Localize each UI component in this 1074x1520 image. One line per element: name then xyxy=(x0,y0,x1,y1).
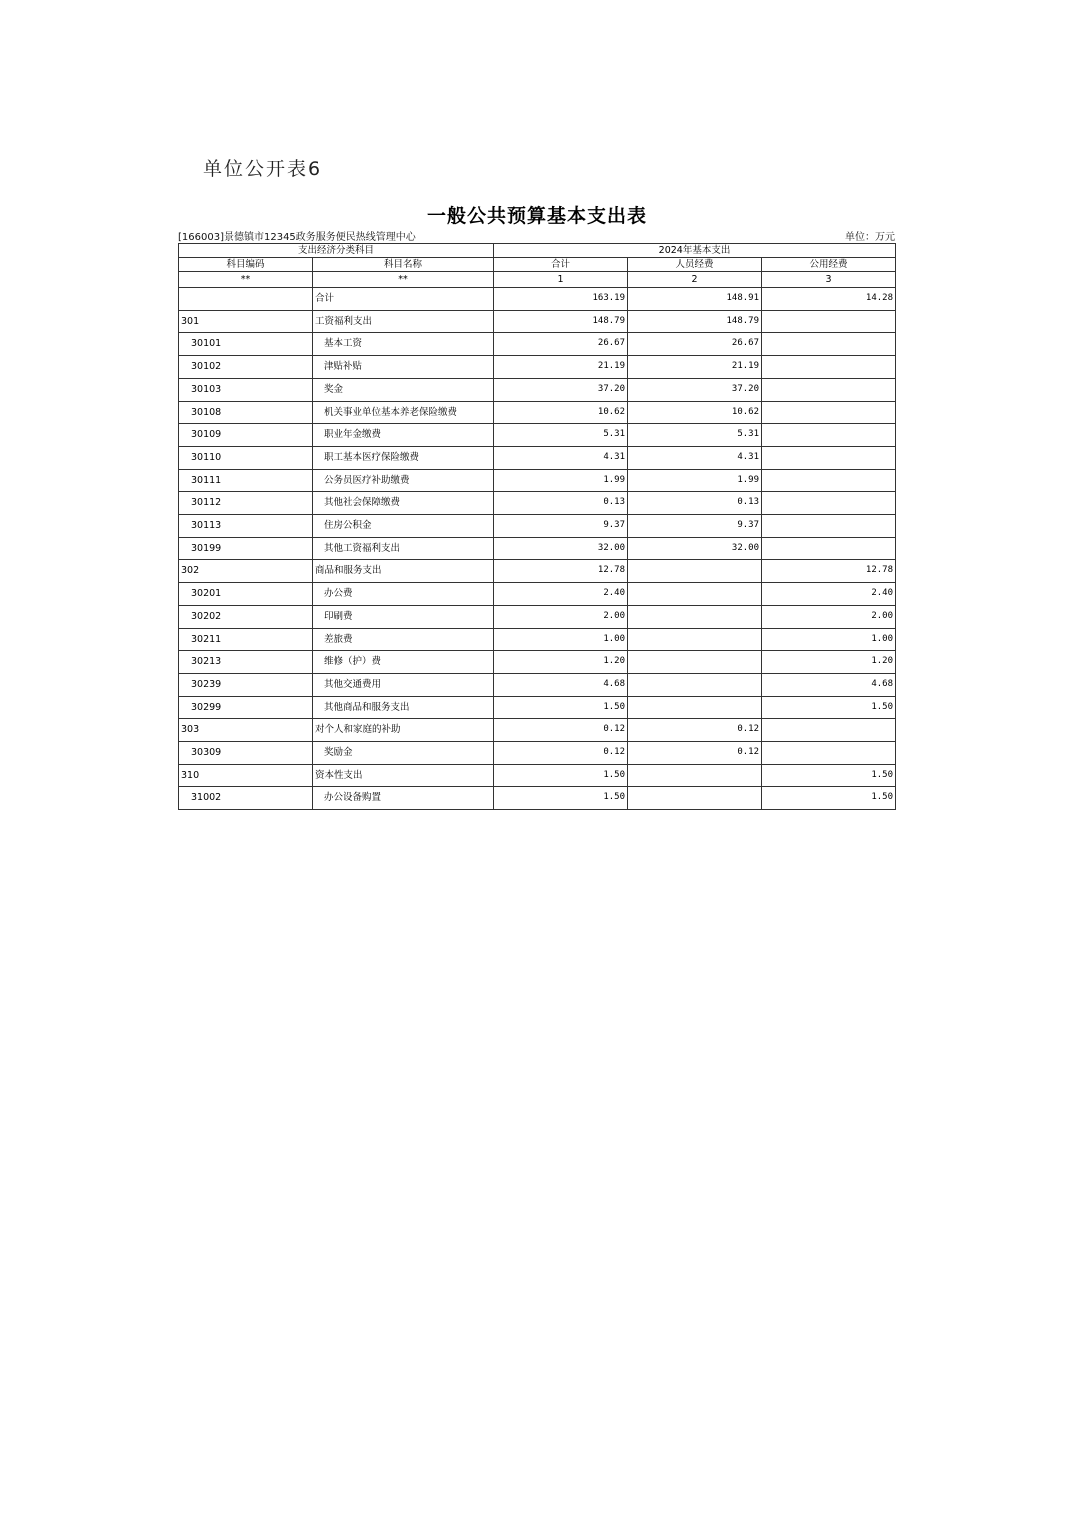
cell-public-expense xyxy=(762,719,896,742)
cell-subject-name: 职工基本医疗保险缴费 xyxy=(313,446,494,469)
table-row xyxy=(179,560,896,583)
cell-public-expense: 4.68 xyxy=(762,673,896,696)
cell-public-expense: 2.00 xyxy=(762,605,896,628)
cell-total: 26.67 xyxy=(494,333,628,356)
cell-public-expense: 1.50 xyxy=(762,764,896,787)
index-name: ** xyxy=(313,272,494,288)
table-row xyxy=(179,333,896,356)
index-total: 1 xyxy=(494,272,628,288)
index-public: 3 xyxy=(762,272,896,288)
cell-total: 32.00 xyxy=(494,537,628,560)
title-text: 一般公共预算基本支出表 xyxy=(426,205,647,227)
cell-public-expense: 1.50 xyxy=(762,787,896,810)
cell-subject-code: 301 xyxy=(179,310,313,333)
cell-subject-code xyxy=(179,288,313,311)
header-group-classification: 支出经济分类科目 xyxy=(179,244,494,258)
cell-subject-name: 机关事业单位基本养老保险缴费 xyxy=(313,401,494,424)
index-personnel: 2 xyxy=(628,272,762,288)
document-label: 单位公开表6 xyxy=(203,158,323,180)
table-row xyxy=(179,446,896,469)
cell-public-expense: 14.28 xyxy=(762,288,896,311)
cell-public-expense xyxy=(762,310,896,333)
cell-subject-name: 印刷费 xyxy=(313,605,494,628)
cell-personnel-expense: 4.31 xyxy=(628,446,762,469)
header-personnel-expense: 人员经费 xyxy=(628,258,762,272)
cell-total: 1.99 xyxy=(494,469,628,492)
table-row xyxy=(179,673,896,696)
header-subject-name: 科目名称 xyxy=(313,258,494,272)
cell-total: 0.12 xyxy=(494,719,628,742)
organization-name: [166003]景德镇市12345政务服务便民热线管理中心 xyxy=(178,232,416,243)
table-row xyxy=(179,764,896,787)
table-row xyxy=(179,378,896,401)
header-total: 合计 xyxy=(494,258,628,272)
cell-personnel-expense: 0.13 xyxy=(628,492,762,515)
cell-public-expense: 1.50 xyxy=(762,696,896,719)
cell-total: 4.68 xyxy=(494,673,628,696)
cell-personnel-expense: 0.12 xyxy=(628,719,762,742)
cell-total: 163.19 xyxy=(494,288,628,311)
cell-personnel-expense: 0.12 xyxy=(628,742,762,765)
cell-subject-name: 津贴补贴 xyxy=(313,356,494,379)
cell-subject-name: 基本工资 xyxy=(313,333,494,356)
cell-total: 148.79 xyxy=(494,310,628,333)
cell-subject-name: 商品和服务支出 xyxy=(313,560,494,583)
cell-total: 1.50 xyxy=(494,787,628,810)
cell-personnel-expense: 5.31 xyxy=(628,424,762,447)
cell-subject-code: 30109 xyxy=(179,424,313,447)
cell-subject-code: 30113 xyxy=(179,515,313,538)
table-row xyxy=(179,492,896,515)
cell-total: 0.12 xyxy=(494,742,628,765)
unit-label: 单位：万元 xyxy=(845,232,895,243)
cell-personnel-expense xyxy=(628,628,762,651)
cell-public-expense xyxy=(762,424,896,447)
cell-subject-code: 30202 xyxy=(179,605,313,628)
cell-public-expense xyxy=(762,333,896,356)
table-header xyxy=(179,244,896,288)
cell-total: 1.50 xyxy=(494,764,628,787)
cell-total: 5.31 xyxy=(494,424,628,447)
cell-subject-code: 30111 xyxy=(179,469,313,492)
cell-subject-name: 其他社会保障缴费 xyxy=(313,492,494,515)
table-row xyxy=(179,288,896,311)
cell-public-expense: 12.78 xyxy=(762,560,896,583)
cell-public-expense xyxy=(762,515,896,538)
cell-public-expense: 1.00 xyxy=(762,628,896,651)
document-title xyxy=(0,201,1074,228)
cell-total: 9.37 xyxy=(494,515,628,538)
table-row xyxy=(179,787,896,810)
cell-subject-name: 其他交通费用 xyxy=(313,673,494,696)
cell-total: 1.00 xyxy=(494,628,628,651)
cell-total: 4.31 xyxy=(494,446,628,469)
cell-personnel-expense: 26.67 xyxy=(628,333,762,356)
table-row xyxy=(179,605,896,628)
cell-personnel-expense: 148.91 xyxy=(628,288,762,311)
cell-total: 1.20 xyxy=(494,651,628,674)
table-row xyxy=(179,424,896,447)
cell-subject-code: 30101 xyxy=(179,333,313,356)
cell-subject-code: 30211 xyxy=(179,628,313,651)
cell-personnel-expense xyxy=(628,560,762,583)
cell-subject-name: 奖金 xyxy=(313,378,494,401)
cell-personnel-expense xyxy=(628,696,762,719)
cell-public-expense xyxy=(762,378,896,401)
cell-total: 12.78 xyxy=(494,560,628,583)
cell-subject-name: 其他商品和服务支出 xyxy=(313,696,494,719)
cell-subject-name: 合计 xyxy=(313,288,494,311)
header-subject-code: 科目编码 xyxy=(179,258,313,272)
cell-subject-code: 30102 xyxy=(179,356,313,379)
table-row xyxy=(179,742,896,765)
cell-public-expense: 2.40 xyxy=(762,583,896,606)
cell-subject-name: 奖励金 xyxy=(313,742,494,765)
table-row xyxy=(179,537,896,560)
header-public-expense: 公用经费 xyxy=(762,258,896,272)
table-row xyxy=(179,651,896,674)
cell-subject-code: 30112 xyxy=(179,492,313,515)
cell-public-expense xyxy=(762,401,896,424)
cell-public-expense: 1.20 xyxy=(762,651,896,674)
cell-personnel-expense xyxy=(628,673,762,696)
cell-subject-name: 其他工资福利支出 xyxy=(313,537,494,560)
cell-personnel-expense: 37.20 xyxy=(628,378,762,401)
cell-subject-name: 办公费 xyxy=(313,583,494,606)
table-row xyxy=(179,719,896,742)
cell-public-expense xyxy=(762,469,896,492)
cell-total: 21.19 xyxy=(494,356,628,379)
cell-personnel-expense: 148.79 xyxy=(628,310,762,333)
budget-table xyxy=(178,243,896,810)
cell-total: 2.00 xyxy=(494,605,628,628)
table-row xyxy=(179,696,896,719)
cell-subject-code: 303 xyxy=(179,719,313,742)
cell-personnel-expense: 21.19 xyxy=(628,356,762,379)
cell-subject-code: 30213 xyxy=(179,651,313,674)
table-row xyxy=(179,401,896,424)
cell-subject-code: 30110 xyxy=(179,446,313,469)
cell-subject-code: 30199 xyxy=(179,537,313,560)
table-row xyxy=(179,356,896,379)
cell-subject-name: 差旅费 xyxy=(313,628,494,651)
cell-subject-name: 资本性支出 xyxy=(313,764,494,787)
cell-subject-name: 办公设备购置 xyxy=(313,787,494,810)
cell-subject-code: 30201 xyxy=(179,583,313,606)
cell-total: 37.20 xyxy=(494,378,628,401)
cell-subject-name: 维修（护）费 xyxy=(313,651,494,674)
header-row-group xyxy=(179,244,896,258)
cell-public-expense xyxy=(762,537,896,560)
cell-subject-name: 工资福利支出 xyxy=(313,310,494,333)
cell-subject-code: 31002 xyxy=(179,787,313,810)
header-row-index xyxy=(179,272,896,288)
cell-public-expense xyxy=(762,446,896,469)
index-code: ** xyxy=(179,272,313,288)
table-row xyxy=(179,583,896,606)
meta-row xyxy=(178,228,895,242)
cell-public-expense xyxy=(762,742,896,765)
cell-personnel-expense xyxy=(628,651,762,674)
table-row xyxy=(179,310,896,333)
cell-subject-code: 30299 xyxy=(179,696,313,719)
cell-personnel-expense xyxy=(628,605,762,628)
cell-total: 0.13 xyxy=(494,492,628,515)
cell-personnel-expense xyxy=(628,583,762,606)
table-row xyxy=(179,469,896,492)
table-body xyxy=(179,288,896,810)
cell-subject-name: 对个人和家庭的补助 xyxy=(313,719,494,742)
cell-personnel-expense xyxy=(628,764,762,787)
cell-subject-name: 公务员医疗补助缴费 xyxy=(313,469,494,492)
cell-subject-name: 住房公积金 xyxy=(313,515,494,538)
table-row xyxy=(179,515,896,538)
table-row xyxy=(179,628,896,651)
cell-subject-code: 30309 xyxy=(179,742,313,765)
cell-personnel-expense: 10.62 xyxy=(628,401,762,424)
cell-public-expense xyxy=(762,492,896,515)
header-group-basic-expenditure: 2024年基本支出 xyxy=(494,244,896,258)
cell-total: 10.62 xyxy=(494,401,628,424)
header-row-columns xyxy=(179,258,896,272)
cell-subject-code: 302 xyxy=(179,560,313,583)
cell-total: 1.50 xyxy=(494,696,628,719)
cell-subject-name: 职业年金缴费 xyxy=(313,424,494,447)
cell-total: 2.40 xyxy=(494,583,628,606)
cell-personnel-expense: 1.99 xyxy=(628,469,762,492)
cell-public-expense xyxy=(762,356,896,379)
cell-subject-code: 30103 xyxy=(179,378,313,401)
cell-subject-code: 30108 xyxy=(179,401,313,424)
cell-subject-code: 310 xyxy=(179,764,313,787)
cell-subject-code: 30239 xyxy=(179,673,313,696)
cell-personnel-expense: 32.00 xyxy=(628,537,762,560)
cell-personnel-expense xyxy=(628,787,762,810)
cell-personnel-expense: 9.37 xyxy=(628,515,762,538)
